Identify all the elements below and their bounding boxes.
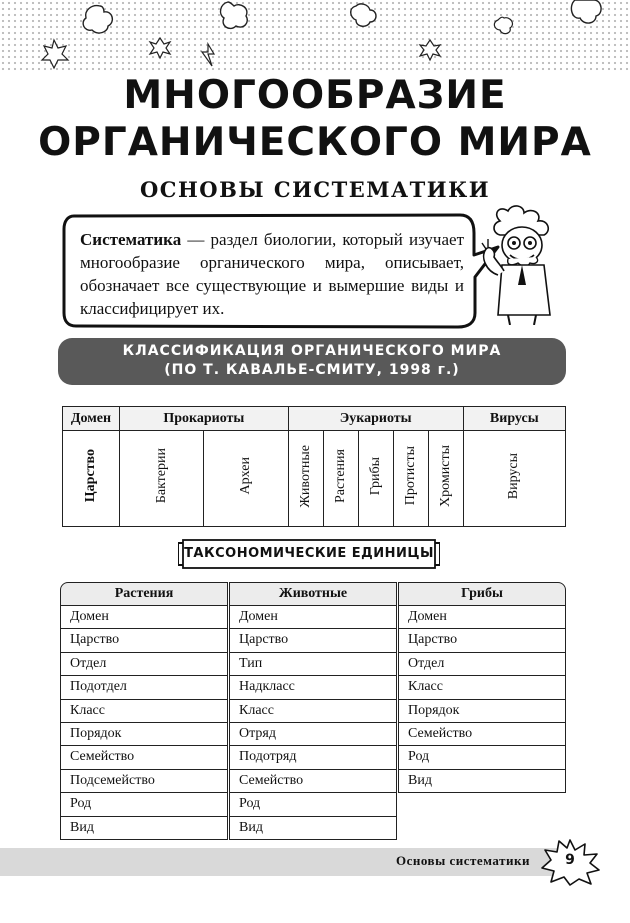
kingdom-cell [463, 431, 565, 527]
table-row: Класс [398, 676, 566, 699]
kingdom-name: Протисты [402, 446, 418, 506]
kingdom-name: Археи [238, 457, 254, 495]
page-number: 9 [565, 852, 575, 868]
kingdom-name: Хромисты [437, 445, 453, 507]
star-doodle-icon-2 [150, 38, 170, 58]
column-header: Грибы [398, 582, 566, 606]
page-title-line2: ОРГАНИЧЕСКОГО МИРА [38, 120, 592, 165]
lightning-doodle-icon [202, 44, 214, 66]
kingdom-cell [120, 431, 204, 527]
table-row: Домен [60, 606, 228, 629]
page-subtitle: ОСНОВЫ СИСТЕМАТИКИ [139, 177, 491, 202]
table-row: Вид [229, 817, 397, 840]
classification-kingdom-row [63, 431, 566, 527]
column-header: Животные [229, 582, 397, 606]
kingdom-cell [428, 431, 463, 527]
kingdom-label-cell [63, 431, 120, 527]
table-row: Род [398, 746, 566, 769]
taxonomy-table [60, 582, 566, 834]
header-viruses: Вирусы [463, 407, 565, 431]
kingdom-name: Вирусы [506, 452, 522, 500]
table-row: Тип [229, 653, 397, 676]
classification-heading-line1: КЛАССИФИКАЦИЯ ОРГАНИЧЕСКОГО МИРА [122, 343, 502, 359]
star-doodle-icon-3 [420, 40, 440, 60]
kingdom-name: Бактерии [153, 448, 169, 504]
kingdom-cell [204, 431, 288, 527]
column-header: Растения [60, 582, 228, 606]
classification-heading [58, 338, 566, 385]
table-row: Царство [398, 629, 566, 652]
table-row: Порядок [60, 723, 228, 746]
kingdom-cell [323, 431, 358, 527]
table-row: Семейство [398, 723, 566, 746]
table-row: Семейство [229, 770, 397, 793]
blob-doodle-icon [221, 2, 248, 28]
professor-cartoon-icon [478, 205, 570, 325]
table-row: Класс [229, 700, 397, 723]
taxonomy-column-plants [60, 582, 228, 840]
classification-heading-line2: (ПО Т. КАВАЛЬЕ-СМИТУ, 1998 г.) [164, 362, 460, 378]
table-row: Домен [398, 606, 566, 629]
kingdom-name: Животные [297, 444, 313, 508]
table-row: Отряд [229, 723, 397, 746]
taxonomy-column-animals [229, 582, 397, 840]
table-row: Подотряд [229, 746, 397, 769]
kingdom-name: Грибы [367, 456, 383, 496]
table-row: Порядок [398, 700, 566, 723]
kingdom-cell [393, 431, 428, 527]
header-prokaryotes: Прокариоты [120, 407, 289, 431]
classification-table [62, 406, 566, 527]
table-row: Отдел [398, 653, 566, 676]
table-row: Домен [229, 606, 397, 629]
kingdom-name: Растения [332, 449, 348, 503]
kingdom-label: Царство [83, 449, 98, 503]
table-row: Вид [60, 817, 228, 840]
kingdom-cell [288, 431, 323, 527]
table-row: Подсемейство [60, 770, 228, 793]
table-row: Класс [60, 700, 228, 723]
kingdom-cell [358, 431, 393, 527]
definition-body: — раздел биологии, который изучает многообразие органического мира, описывает, обозначает все существующие и вымершие виды и классифицирует их. [80, 230, 464, 318]
star-doodle-icon [42, 40, 68, 68]
taxonomy-heading-text: ТАКСОНОМИЧЕСКИЕ ЕДИНИЦЫ [184, 546, 434, 561]
taxonomy-column-fungi [398, 582, 566, 793]
table-row: Род [60, 793, 228, 816]
page-title-line1: МНОГООБРАЗИЕ [123, 73, 507, 118]
table-row: Семейство [60, 746, 228, 769]
header-eukaryotes: Эукариоты [288, 407, 463, 431]
definition-text [80, 228, 464, 320]
table-row: Род [229, 793, 397, 816]
header-doodles [0, 0, 630, 72]
footer-section-title: Основы систематики [396, 853, 530, 868]
table-row: Отдел [60, 653, 228, 676]
header-domain: Домен [63, 407, 120, 431]
table-row: Подотдел [60, 676, 228, 699]
definition-term: Систематика [80, 230, 182, 249]
taxonomy-heading [178, 539, 440, 569]
table-row: Надкласс [229, 676, 397, 699]
table-row: Вид [398, 770, 566, 793]
table-row: Царство [229, 629, 397, 652]
classification-header-row [63, 407, 566, 431]
table-row: Царство [60, 629, 228, 652]
